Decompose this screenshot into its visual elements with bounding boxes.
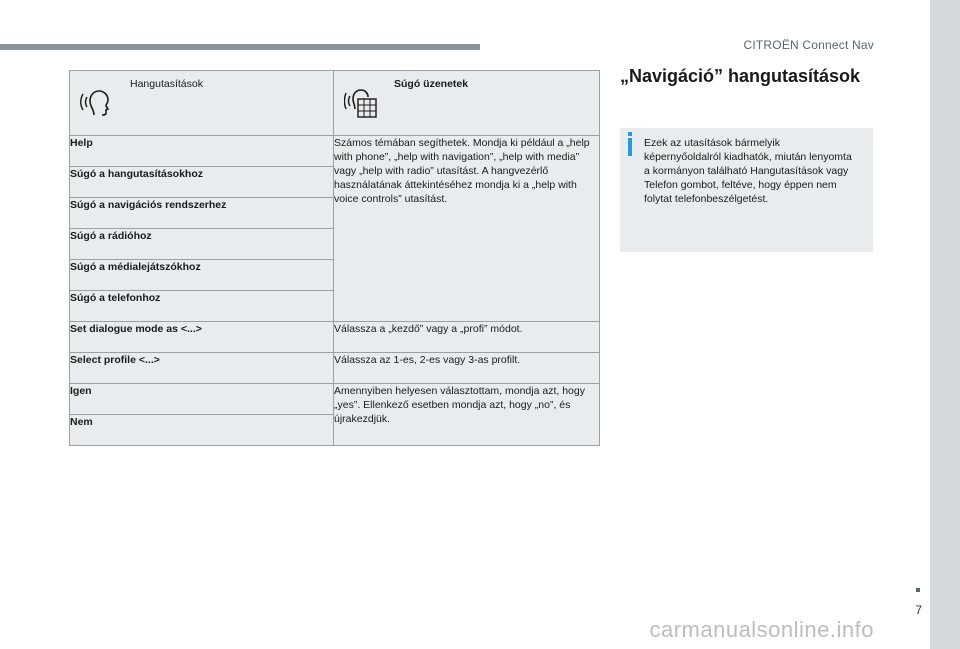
- info-text: Ezek az utasítások bármelyik képernyőoldalról kiadhatók, miután lenyomta a kormányon található Hangutasítások vagy Telefon gombot, feltéve, hogy éppen nem folytat telefonbeszélgetést.: [644, 137, 852, 205]
- command-key: Help: [70, 136, 334, 167]
- page-marker: [916, 588, 920, 592]
- command-key: Nem: [70, 415, 334, 446]
- section-title: „Navigáció” hangutasítások: [620, 66, 861, 86]
- table-row: [70, 353, 600, 384]
- command-key: Súgó a telefonhoz: [70, 291, 334, 322]
- watermark: carmanualsonline.info: [649, 617, 874, 642]
- voice-commands-table: [69, 70, 600, 446]
- command-key: Igen: [70, 384, 334, 415]
- command-key: Set dialogue mode as <...>: [70, 322, 334, 353]
- table-row: [70, 384, 600, 415]
- command-key: Súgó a hangutasításokhoz: [70, 167, 334, 198]
- command-key: Súgó a rádióhoz: [70, 229, 334, 260]
- header-rule: [0, 44, 480, 50]
- header-label-commands: Hangutasítások: [130, 78, 203, 90]
- brand-label: CITROËN Connect Nav: [743, 38, 874, 52]
- info-icon-bar: [628, 138, 632, 156]
- command-value: Válassza az 1-es, 2-es vagy 3-as profilt.: [334, 353, 600, 384]
- info-box: [620, 128, 873, 252]
- header-cell-commands: [70, 71, 334, 136]
- side-strip: [930, 0, 960, 649]
- header-label-help: Súgó üzenetek: [394, 78, 469, 90]
- command-value: Amennyiben helyesen választottam, mondja azt, hogy „yes”. Ellenkező esetben mondja azt, hogy „no”, és újrakezdjük.: [334, 384, 600, 446]
- command-value: Válassza a „kezdő” vagy a „profi” módot.: [334, 322, 600, 353]
- page-number: 7: [915, 603, 922, 617]
- command-key: Súgó a navigációs rendszerhez: [70, 198, 334, 229]
- voice-help-icon: [344, 85, 378, 119]
- voice-command-icon: [80, 85, 114, 119]
- table-row: [70, 322, 600, 353]
- header-cell-help: [334, 71, 600, 136]
- info-icon: [628, 132, 632, 136]
- command-value: Számos témában segíthetek. Mondja ki például a „help with phone”, „help with navigation”, „help with media” vagy „help with radio” utasítást. A hangvezérlő használatának áttekintéséhez mondja ki a „help with voice controls” utasítást.: [334, 136, 600, 322]
- command-key: Select profile <...>: [70, 353, 334, 384]
- table-row: [70, 136, 600, 167]
- command-key: Súgó a médialejátszókhoz: [70, 260, 334, 291]
- table-header-row: [70, 71, 600, 136]
